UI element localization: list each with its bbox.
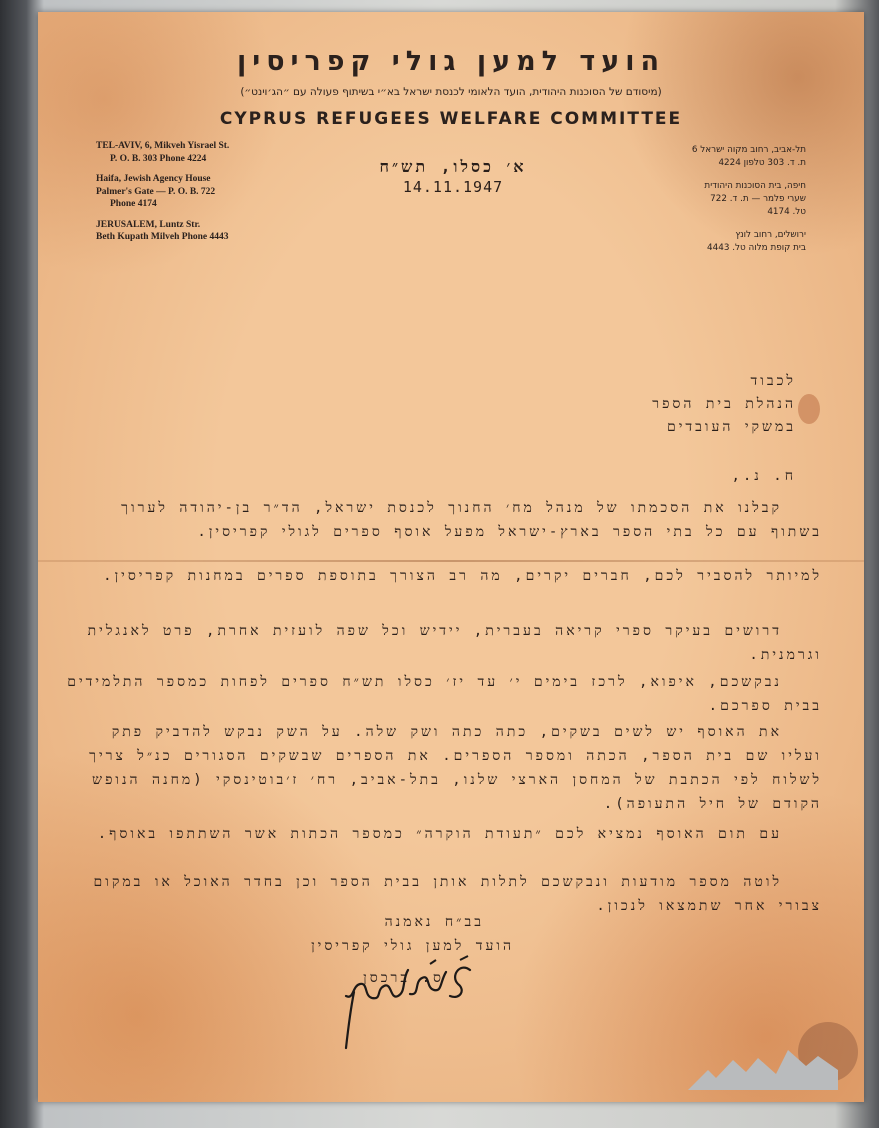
address-line: Phone 4174 — [110, 199, 157, 209]
letterhead-title-english: CYPRUS REFUGEES WELFARE COMMITTEE — [219, 109, 683, 129]
address-jerusalem-en — [96, 219, 311, 244]
address-line: Palmer's Gate — P. O. B. 722 — [96, 186, 216, 197]
body-paragraph: דרושים בעיקר ספרי קריאה בעברית, יידיש וכל שפה לועזית אחרת, פרט לאנגלית וגרמנית. — [87, 623, 822, 663]
body-paragraph: עם תום האוסף נמציא לכם ״תעודת הוקרה״ כמספר הכתות אשר השתתפו באוסף. — [97, 826, 782, 842]
address-tel-aviv-en — [96, 140, 311, 165]
addressee-line: במשקי העובדים — [667, 419, 796, 435]
address-line: חיפה, בית הסוכנות היהודית — [704, 181, 806, 191]
letter-page — [38, 12, 864, 1102]
address-tel-aviv-he — [621, 144, 806, 170]
address-line: JERUSALEM, Luntz Str. — [96, 219, 201, 230]
greeting: ח. נ., — [731, 468, 796, 484]
address-line: ת. ד. 303 טלפון 4224 — [718, 158, 806, 168]
address-line: TEL-AVIV, 6, Mikveh Yisrael St. — [96, 141, 230, 151]
address-haifa-en — [96, 173, 311, 211]
address-line: P. O. B. 303 Phone 4224 — [110, 153, 207, 164]
letterhead-subtitle-hebrew: (מיסודם של הסוכנות היהודית, הועד הלאומי לכנסת ישראל בא״י בשיתוף פעולה עם ״הג׳וינט״) — [240, 86, 662, 98]
ink-stain — [798, 394, 820, 424]
address-line: Beth Kupath Milveh Phone 4443 — [96, 232, 229, 242]
address-line: תל-אביב, רחוב מקוה ישראל 6 — [691, 145, 806, 155]
closing-salutation: בב״ח נאמנה — [384, 914, 484, 930]
closing-organization: הועד למען גולי קפריסין — [311, 938, 514, 954]
address-line: Haifa, Jewish Agency House — [96, 174, 211, 184]
signed-name: ס. ברכסן — [363, 970, 444, 986]
date-gregorian: 14.11.1947 — [402, 178, 504, 196]
body-paragraph: את האוסף יש לשים בשקים, כתה כתה ושק שלה. על השק נבקש להדביק פתק ועליו שם בית הספר, הכתה ומספר הספרים. את הספרים שבשקים הסגורים כנ״ל צריך לשלוח לפי הכתבת של המחסן הארצי שלנו, בתל-אביב, רח׳ ז׳בוטינסקי (מחנה הנופש הקודם של חיל התעופה). — [89, 724, 822, 812]
handwritten-signature — [310, 952, 480, 1052]
address-jerusalem-he — [621, 229, 806, 255]
date-hebrew: א׳ כסלו, תש״ח — [379, 157, 527, 176]
address-line: טל. 4174 — [767, 207, 806, 217]
addressee-line: הנהלת בית הספר — [652, 396, 796, 412]
addressee-line: לכבוד — [750, 373, 796, 389]
body-paragraph: לוטה מספר מודעות ונבקשכם לתלות אותן בבית הספר וכן בחדר האוכל או במקום צבורי אחר שתמצאו לנכון. — [93, 874, 822, 914]
address-haifa-he — [621, 180, 806, 219]
addresses-hebrew — [621, 144, 806, 265]
address-line: ירושלים, רחוב לונץ — [735, 230, 806, 240]
address-line: בית קופת מלוה טל. 4443 — [707, 243, 806, 253]
body-paragraph: נבקשכם, איפוא, לרכז בימים י׳ עד יז׳ כסלו תש״ח ספרים לפחות כמספר התלמידים בבית ספרכם. — [67, 674, 822, 714]
addressee-block — [652, 370, 796, 439]
torn-edge — [688, 1030, 838, 1090]
address-line: שערי פלמר — ת. ד. 722 — [710, 194, 806, 204]
closing-block — [114, 910, 514, 958]
addresses-english — [96, 140, 311, 252]
body-paragraph: למיותר להסביר לכם, חברים יקרים, מה רב הצורך בתוספת ספרים במחנות קפריסין. — [103, 568, 822, 584]
paper-fold-line — [38, 560, 864, 562]
letterhead-title-hebrew: הועד למען גולי קפריסין — [236, 46, 666, 77]
body-paragraph: קבלנו את הסכמתו של מנהל מח׳ החנוך לכנסת ישראל, הד״ר בן-יהודה לערוך בשתוף עם כל בתי הספר בארץ-ישראל מפעל אוסף ספרים לגולי קפריסין. — [121, 500, 822, 540]
